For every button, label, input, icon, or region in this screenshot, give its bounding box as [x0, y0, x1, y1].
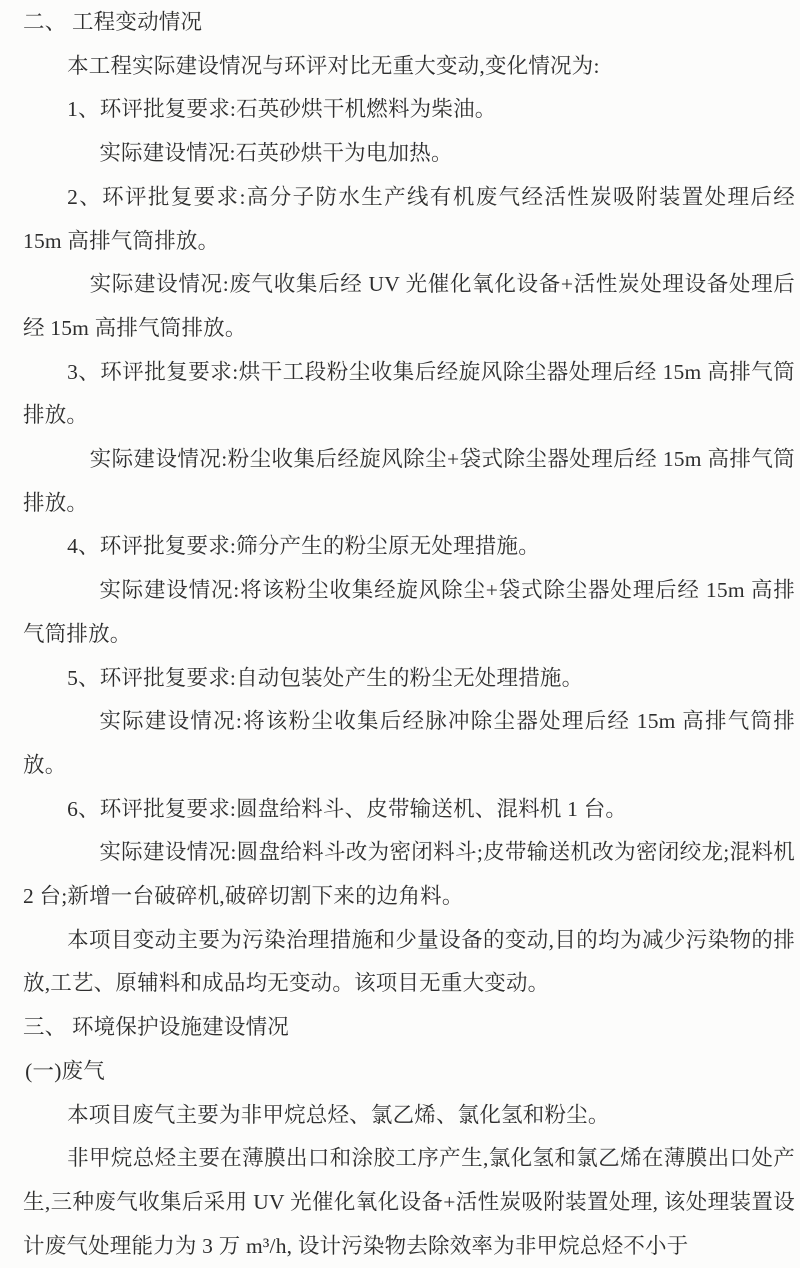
actual-construction-1: 实际建设情况:石英砂烘干为电加热。: [99, 141, 453, 166]
waste-gas-overview: 本项目废气主要为非甲烷总烃、氯乙烯、氯化氢和粉尘。: [67, 1102, 610, 1127]
section-2-summary: 本项目变动主要为污染治理措施和少量设备的变动,目的均为减少污染物的排放,工艺、原辅料和成品均无变动。该项目无重大变动。: [23, 927, 795, 996]
actual-construction-2: 实际建设情况:废气收集后经 UV 光催化氧化设备+活性炭处理设备处理后经 15m 高排气筒排放。: [23, 272, 795, 340]
actual-construction-3: 实际建设情况:粉尘收集后经旋风除尘+袋式除尘器处理后经 15m 高排气筒排放。: [23, 447, 795, 515]
eia-requirement-6: 6、环评批复要求:圆盘给料斗、皮带输送机、混料机 1 台。: [67, 796, 628, 821]
waste-gas-detail: 非甲烷总烃主要在薄膜出口和涂胶工序产生,氯化氢和氯乙烯在薄膜出口处产生,三种废气收集后采用 UV 光催化氧化设备+活性炭吸附装置处理, 该处理装置设计废气处理能力为 3 万 m³/h, 设计污染物去除效率为非甲烷总烃不小于: [23, 1146, 795, 1258]
actual-construction-6: 实际建设情况:圆盘给料斗改为密闭料斗;皮带输送机改为密闭绞龙;混料机 2 台;新增一台破碎机,破碎切割下来的边角料。: [23, 840, 795, 909]
eia-requirement-4: 4、环评批复要求:筛分产生的粉尘原无处理措施。: [67, 534, 540, 559]
actual-construction-4: 实际建设情况:将该粉尘收集经旋风除尘+袋式除尘器处理后经 15m 高排气筒排放。: [23, 578, 795, 646]
eia-requirement-1: 1、环评批复要求:石英砂烘干机燃料为柴油。: [67, 97, 497, 122]
section-2-heading: 二、 工程变动情况: [23, 10, 203, 34]
section-2-intro: 本工程实际建设情况与环评对比无重大变动,变化情况为:: [67, 53, 600, 78]
eia-requirement-2: 2、环评批复要求:高分子防水生产线有机废气经活性炭吸附装置处理后经 15m 高排气筒排放。: [23, 184, 795, 253]
eia-requirement-5: 5、环评批复要求:自动包装处产生的粉尘无处理措施。: [67, 665, 584, 690]
section-3-heading: 三、 环境保护设施建设情况: [23, 1015, 289, 1040]
section-3-sub1-heading: (一)废气: [25, 1058, 105, 1083]
actual-construction-5: 实际建设情况:将该粉尘收集后经脉冲除尘器处理后经 15m 高排气筒排放。: [23, 709, 795, 777]
eia-requirement-3: 3、环评批复要求:烘干工段粉尘收集后经旋风除尘器处理后经 15m 高排气筒排放。: [23, 359, 795, 428]
